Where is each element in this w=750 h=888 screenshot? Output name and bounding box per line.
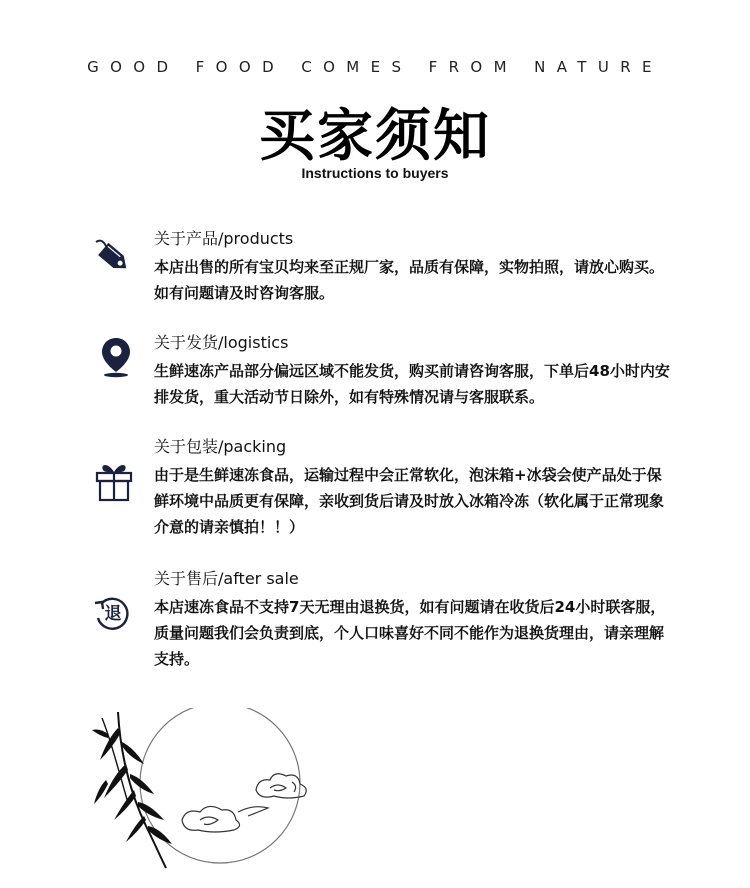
section-packing bbox=[154, 436, 674, 540]
section-heading: 关于发货/logistics bbox=[154, 333, 289, 352]
section-products bbox=[154, 228, 674, 306]
section-heading: 关于售后/after sale bbox=[154, 569, 299, 588]
bamboo-circle-cloud-illustration bbox=[88, 708, 328, 878]
page-title: 买家须知 bbox=[259, 104, 491, 169]
page-subtitle: Instructions to buyers bbox=[301, 165, 449, 181]
section-heading: 关于产品/products bbox=[154, 229, 294, 248]
section-after-sale bbox=[154, 568, 674, 672]
section-body: 本店速冻食品不支持7天无理由退换货，如有问题请在收货后24小时联客服，质量问题我们会负责到底，个人口味喜好不同不能作为退换货理由，请亲理解支持。 bbox=[154, 598, 666, 668]
return-icon bbox=[93, 594, 133, 634]
section-body: 本店出售的所有宝贝均来至正规厂家，品质有保障，实物拍照，请放心购买。如有问题请及时咨询客服。 bbox=[154, 258, 665, 302]
section-logistics bbox=[154, 332, 674, 410]
section-body: 由于是生鲜速冻食品，运输过程中会正常软化，泡沫箱+冰袋会使产品处于保鲜环境中品质更有保障，亲收到货后请及时放入冰箱冷冻（软化属于正常现象介意的请亲慎拍！！） bbox=[154, 466, 665, 536]
gift-box-icon bbox=[94, 460, 134, 504]
tagline: GOOD FOOD COMES FROM NATURE bbox=[87, 58, 663, 76]
return-icon-text: 退 bbox=[104, 604, 122, 624]
price-tag-icon bbox=[92, 236, 136, 280]
section-body: 生鲜速冻产品部分偏远区域不能发货，购买前请咨询客服，下单后48小时内安排发货，重大活动节日除外，如有特殊情况请与客服联系。 bbox=[154, 362, 670, 406]
section-heading: 关于包装/packing bbox=[154, 437, 287, 456]
location-pin-icon bbox=[100, 336, 132, 378]
